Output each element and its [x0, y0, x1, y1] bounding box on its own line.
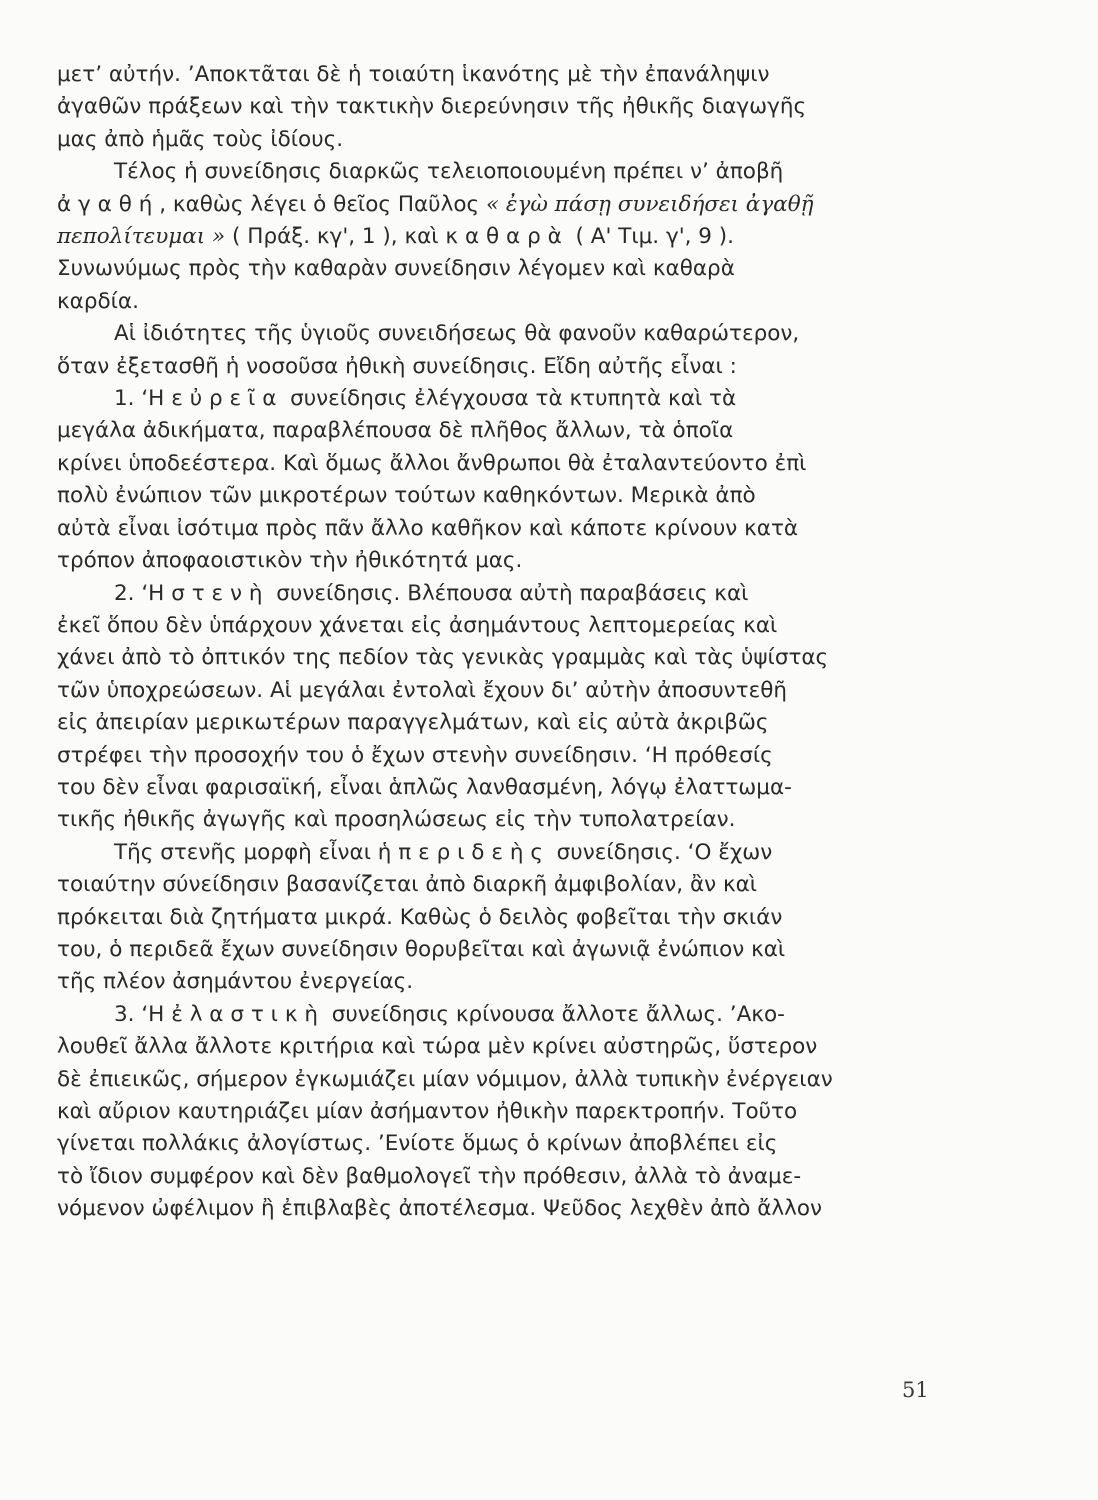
text-run: μας ἀπὸ ἡμᾶς τοὺς ἰδίους.: [57, 126, 344, 152]
text-line: [57, 1064, 927, 1096]
italic-quote: πεπολίτευμαι »: [57, 224, 226, 250]
text-line: [57, 837, 927, 869]
text-run: τὸ ἴδιον συμφέρον καὶ δὲν βαθμολογεῖ τὴν πρόθεσιν, ἀλλὰ τὸ ἀναμε-: [57, 1163, 802, 1189]
text-line: [57, 934, 927, 966]
page-number: 51: [902, 1378, 929, 1402]
text-line: [57, 415, 927, 447]
text-run: δὲ ἐπιεικῶς, σήμερον ἐγκωμιάζει μίαν νόμιμον, ἀλλὰ τυπικὴν ἐνέργειαν: [57, 1066, 833, 1092]
spaced-emphasis: στενὴ: [171, 580, 270, 606]
spaced-emphasis: ἀγαθή: [57, 191, 160, 217]
text-run: αὐτὰ εἶναι ἰσότιμα πρὸς πᾶν ἄλλο καθῆκον καὶ κάποτε κρίνουν κατὰ: [57, 515, 799, 541]
text-line: [57, 1161, 927, 1193]
text-line: [57, 1128, 927, 1160]
text-line: [57, 124, 927, 156]
text-line: [57, 707, 927, 739]
text-line: [57, 999, 927, 1031]
text-line: [57, 902, 927, 934]
text-run: 2. ‘Η: [114, 580, 172, 606]
text-line: [57, 286, 927, 318]
text-line: [57, 480, 927, 512]
text-run: 3. ‘Η: [114, 1001, 172, 1027]
text-line: [57, 740, 927, 772]
text-line: [57, 351, 927, 383]
spaced-emphasis: ἐλαστικὴ: [171, 1001, 325, 1027]
text-run: του δὲν εἶναι φαρισαϊκή, εἶναι ἁπλῶς λανθασμένη, λόγῳ ἐλαττωμα-: [57, 774, 792, 800]
italic-quote: « ἐγὼ πάσῃ συνειδήσει ἀγαθῇ: [485, 191, 814, 217]
text-line: [57, 966, 927, 998]
text-line: [57, 59, 927, 91]
text-run: , καθὼς λέγει ὁ θεῖος Παῦλος: [159, 191, 486, 217]
text-line: [57, 156, 927, 188]
text-line: [57, 383, 927, 415]
spaced-emphasis: εὐρεῖα: [171, 386, 284, 412]
text-run: τῶν ὑποχρεώσεων. Αἱ μεγάλαι ἐντολαὶ ἔχουν δι’ αὐτὴν ἀποσυντεθῆ: [57, 677, 788, 703]
text-run: νόμενον ὠφέλιμον ἢ ἐπιβλαβὲς ἀποτέλεσμα. Ψεῦδος λεχθὲν ἀπὸ ἄλλον: [57, 1196, 823, 1222]
text-line: [57, 804, 927, 836]
text-run: ( Πράξ. κγ', 1 ), καὶ: [225, 224, 446, 250]
spaced-emphasis: καθαρὰ: [445, 224, 569, 250]
text-run: καὶ αὔριον καυτηριάζει μίαν ἀσήμαντον ἠθικὴν παρεκτροπήν. Τοῦτο: [57, 1099, 798, 1124]
text-line: [57, 1096, 927, 1128]
text-line: [57, 448, 927, 480]
text-line: [57, 221, 927, 253]
text-line: [57, 253, 927, 285]
text-run: τοιαύτην σύνείδησιν βασανίζεται ἀπὸ διαρκῆ ἀμφιβολίαν, ἂν καὶ: [57, 872, 758, 898]
spaced-emphasis: περιδεὴς: [398, 839, 550, 865]
text-run: εἰς ἀπειρίαν μερικωτέρων παραγγελμάτων, καὶ εἰς αὐτὰ ἀκριβῶς: [57, 710, 769, 736]
text-run: πολὺ ἐνώπιον τῶν μικροτέρων τούτων καθηκόντων. Μερικὰ ἀπὸ: [57, 483, 756, 509]
text-run: χάνει ἀπὸ τὸ ὀπτικόν της πεδίον τὰς γενικὰς γραμμὰς καὶ τὰς ὑψίστας: [57, 645, 829, 671]
text-run: ὅταν ἐξετασθῆ ἡ νοσοῦσα ἠθικὴ συνείδησις. Εἴδη αὐτῆς εἶναι :: [57, 353, 737, 379]
text-line: [57, 772, 927, 804]
text-run: ἐκεῖ ὅπου δὲν ὑπάρχουν χάνεται εἰς ἀσημάντους λεπτομερείας καὶ: [57, 612, 778, 638]
text-line: [57, 318, 927, 350]
text-run: ἀγαθῶν πράξεων καὶ τὴν τακτικὴν διερεύνησιν τῆς ἠθικῆς διαγωγῆς: [57, 94, 807, 120]
text-run: 1. ‘Η: [114, 386, 172, 412]
text-run: συνείδησις. Βλέπουσα αὐτὴ παραβάσεις καὶ: [269, 580, 749, 606]
text-line: [57, 642, 927, 674]
text-line: [57, 1031, 927, 1063]
text-run: τικῆς ἠθικῆς ἀγωγῆς καὶ προσηλώσεως εἰς τὴν τυπολατρείαν.: [57, 807, 736, 833]
text-run: Αἱ ἰδιότητες τῆς ὑγιοῦς συνειδήσεως θὰ φανοῦν καθαρώτερον,: [114, 321, 800, 347]
text-run: γίνεται πολλάκις ἀλογίστως. ’Ενίοτε ὅμως ὁ κρίνων ἀποβλέπει εἰς: [57, 1131, 778, 1157]
text-run: Τῆς στενῆς μορφὴ εἶναι ἡ: [114, 839, 399, 865]
text-line: [57, 869, 927, 901]
text-run: συνείδησις κρίνουσα ἄλλοτε ἄλλως. ’Ακο-: [324, 1001, 785, 1027]
text-run: ( Α' Τιμ. γ', 9 ).: [568, 224, 735, 250]
text-line: [57, 1193, 927, 1225]
text-run: καρδία.: [57, 288, 139, 314]
text-line: [57, 675, 927, 707]
text-run: κρίνει ὑποδεέστερα. Καὶ ὅμως ἄλλοι ἄνθρωποι θὰ ἐταλαντεύοντο ἐπὶ: [57, 450, 807, 476]
text-run: μετ’ αὐτήν. ’Αποκτᾶται δὲ ἡ τοιαύτη ἱκανότης μὲ τὴν ἐπανάληψιν: [57, 62, 770, 87]
text-line: [57, 513, 927, 545]
text-run: μεγάλα ἀδικήματα, παραβλέπουσα δὲ πλῆθος ἄλλων, τὰ ὁποῖα: [57, 418, 734, 444]
text-run: τῆς πλέον ἀσημάντου ἐνεργείας.: [57, 969, 414, 995]
text-run: του, ὁ περιδεᾶ ἔχων συνείδησιν θορυβεῖται καὶ ἀγωνιᾷ ἐνώπιον καὶ: [57, 936, 786, 962]
text-run: στρέφει τὴν προσοχήν του ὁ ἔχων στενὴν συνείδησιν. ‘Η πρόθεσίς: [57, 742, 773, 768]
text-line: [57, 545, 927, 577]
text-run: λουθεῖ ἄλλα ἄλλοτε κριτήρια καὶ τώρα μὲν κρίνει αὐστηρῶς, ὕστερον: [57, 1034, 818, 1060]
text-line: [57, 578, 927, 610]
text-line: [57, 91, 927, 123]
text-run: συνείδησις. ‘Ο ἔχων: [549, 839, 773, 865]
text-line: [57, 189, 927, 221]
text-run: Συνωνύμως πρὸς τὴν καθαρὰν συνείδησιν λέγομεν καὶ καθαρὰ: [57, 256, 735, 282]
text-run: Τέλος ἡ συνείδησις διαρκῶς τελειοποιουμένη πρέπει ν’ ἀποβῆ: [114, 159, 784, 185]
text-run: τρόπον ἀποφαοιστικὸν τὴν ἠθικότητά μας.: [57, 548, 523, 574]
text-run: συνείδησις ἐλέγχουσα τὰ κτυπητὰ καὶ τὰ: [283, 386, 737, 412]
body-text: [57, 59, 927, 1226]
text-line: [57, 610, 927, 642]
text-run: πρόκειται διὰ ζητήματα μικρά. Καθὼς ὁ δειλὸς φοβεῖται τὴν σκιάν: [57, 904, 783, 930]
